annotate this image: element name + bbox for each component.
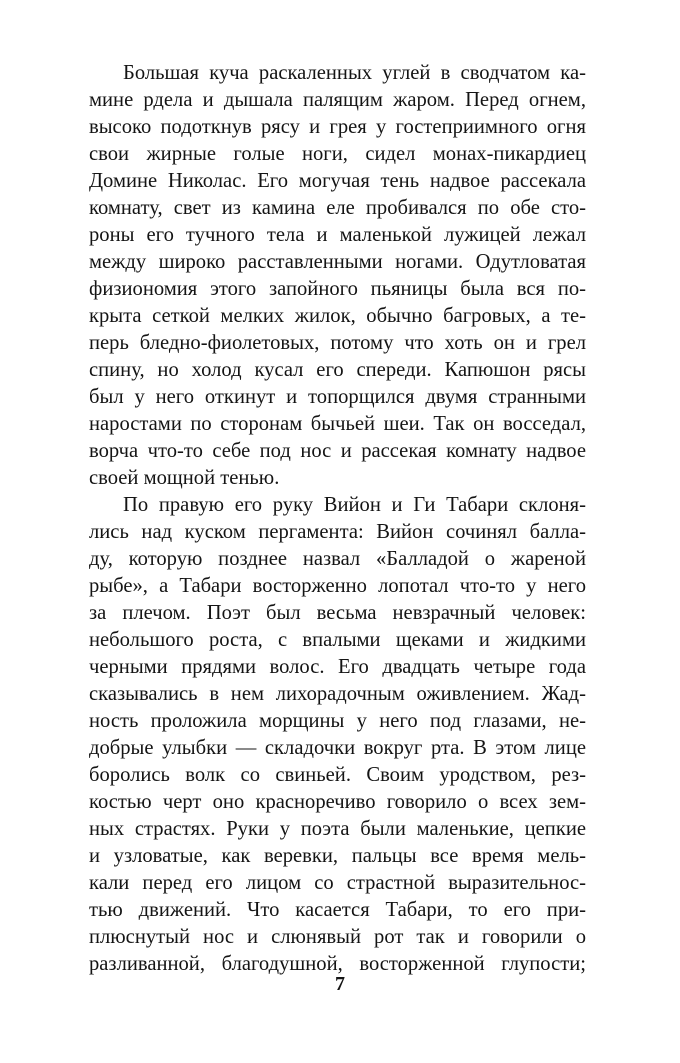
paragraph-2-line-8: сказывались в нем лихорадочным оживлением. Жад-	[89, 683, 586, 705]
paragraph-2-line-9: ность проложила морщины у него под глазами, не-	[89, 710, 586, 732]
paragraph-1-line-7: роны его тучного тела и маленькой лужицей лежал	[89, 224, 586, 246]
paragraph-1-line-6: комнату, свет из камина еле пробивался по обе сто-	[89, 197, 586, 219]
paragraph-1-line-15: ворча что-то себе под нос и рассекая комнату надвое	[89, 440, 586, 462]
paragraph-2-line-12: костью черт оно красноречиво говорило о всех зем-	[89, 791, 586, 813]
paragraph-2-line-16: тью движений. Что касается Табари, то его при-	[89, 899, 586, 921]
paragraph-2-line-13: ных страстях. Руки у поэта были маленькие, цепкие	[89, 818, 586, 840]
paragraph-2-line-3: ду, которую позднее назвал «Балладой о жареной	[89, 548, 586, 570]
paragraph-1-line-2: мине рдела и дышала палящим жаром. Перед огнем,	[89, 89, 586, 111]
paragraph-1-line-4: свои жирные голые ноги, сидел монах-пикардиец	[89, 143, 586, 165]
paragraph-1-line-5: Домине Николас. Его могучая тень надвое рассекала	[89, 170, 586, 192]
paragraph-1-line-10: крыта сеткой мелких жилок, обычно багровых, а те-	[89, 305, 586, 327]
paragraph-1-line-1: Большая куча раскаленных углей в сводчатом ка-	[123, 62, 586, 84]
paragraph-2-line-11: боролись волк со свиньей. Своим уродством, рез-	[89, 764, 586, 786]
paragraph-1-line-8: между широко расставленными ногами. Одутловатая	[89, 251, 586, 273]
paragraph-2-line-6: небольшого роста, с впалыми щеками и жидкими	[89, 629, 586, 651]
paragraph-1-line-3: высоко подоткнув рясу и грея у гостеприимного огня	[89, 116, 586, 138]
paragraph-2-line-14: и узловатые, как веревки, пальцы все время мель-	[89, 845, 586, 867]
paragraph-2-line-15: кали перед его лицом со страстной выразительнос-	[89, 872, 586, 894]
paragraph-1-line-16: своей мощной тенью.	[89, 467, 280, 489]
paragraph-2-line-17: плюснутый нос и слюнявый рот так и говорили о	[89, 926, 586, 948]
paragraph-1-line-11: перь бледно-фиолетовых, потому что хоть он и грел	[89, 332, 586, 354]
paragraph-2-line-18: разливанной, благодушной, восторженной глупости;	[89, 953, 586, 975]
body-text	[89, 60, 586, 978]
paragraph-2-line-10: добрые улыбки — складочки вокруг рта. В этом лице	[89, 737, 586, 759]
paragraph-1-line-13: был у него откинут и топорщился двумя странными	[89, 386, 586, 408]
paragraph-2-line-1: По правую его руку Вийон и Ги Табари склоня-	[123, 494, 586, 516]
page-number: 7	[335, 973, 345, 995]
paragraph-2-line-5: за плечом. Поэт был весьма невзрачный человек:	[89, 602, 586, 624]
paragraph-2-line-7: черными прядями волос. Его двадцать четыре года	[89, 656, 586, 678]
paragraph-1-line-14: наростами по сторонам бычьей шеи. Так он восседал,	[89, 413, 586, 435]
paragraph-1-line-12: спину, но холод кусал его спереди. Капюшон рясы	[89, 359, 586, 381]
paragraph-2-line-2: лись над куском пергамента: Вийон сочинял балла-	[89, 521, 586, 543]
paragraph-1-line-9: физиономия этого запойного пьяницы была вся по-	[89, 278, 586, 300]
paragraph-2-line-4: рыбе», а Табари восторженно лопотал что-то у него	[89, 575, 586, 597]
